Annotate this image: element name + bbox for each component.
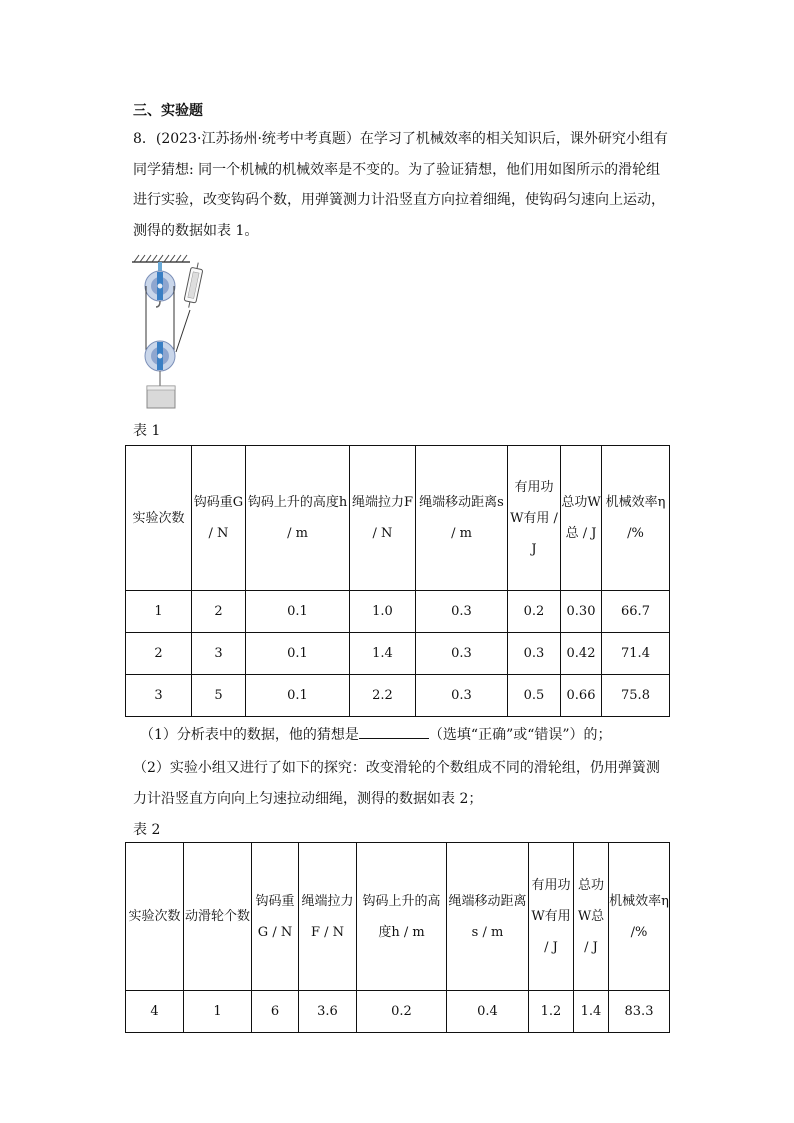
table1-cell: 0.30 (561, 591, 602, 633)
table2-cell: 0.4 (447, 991, 529, 1033)
sub-question-1 (140, 724, 612, 744)
table1-cell: 0.2 (508, 591, 561, 633)
table1 (125, 445, 670, 717)
table1-header: 总功W总 / J (561, 446, 602, 591)
table2-header: 动滑轮个数 (184, 843, 252, 991)
question-text (133, 124, 678, 246)
table1-caption: 表 1 (133, 423, 161, 439)
table1-cell: 1 (126, 591, 192, 633)
table1-header: 钩码上升的高度h / m (246, 446, 350, 591)
table2-header: 机械效率η /% (609, 843, 670, 991)
table1-cell: 0.3 (416, 633, 508, 675)
table1-cell: 66.7 (602, 591, 670, 633)
table1-header: 实验次数 (126, 446, 192, 591)
table2-header: 钩码上升的高度h / m (357, 843, 447, 991)
question-line: 测得的数据如表 1。 (133, 222, 259, 239)
table2 (125, 842, 670, 1033)
table2-caption: 表 2 (133, 822, 161, 838)
table1-header: 绳端移动距离s / m (416, 446, 508, 591)
sub-question-1-suffix: （选填“正确”或“错误”）的； (428, 727, 612, 743)
table1-cell: 0.3 (416, 675, 508, 717)
table2-header: 绳端拉力F / N (299, 843, 357, 991)
table2-cell: 1.2 (529, 991, 574, 1033)
table1-header: 钩码重G / N (192, 446, 246, 591)
table2-cell: 1 (184, 991, 252, 1033)
table2-cell: 3.6 (299, 991, 357, 1033)
section-title: 三、实验题 (133, 103, 203, 119)
table1-cell: 0.66 (561, 675, 602, 717)
table1-cell: 3 (126, 675, 192, 717)
table1-cell: 0.1 (246, 591, 350, 633)
table1-cell: 75.8 (602, 675, 670, 717)
table1-cell: 2 (192, 591, 246, 633)
table2-header: 实验次数 (126, 843, 184, 991)
question-line: 进行实验，改变钩码个数，用弹簧测力计沿竖直方向拉着细绳，使钩码匀速向上运动， (133, 192, 665, 208)
table1-cell: 3 (192, 633, 246, 675)
table1-cell: 5 (192, 675, 246, 717)
table2-header: 总功W总 / J (574, 843, 609, 991)
sub-question-2 (133, 753, 678, 814)
table1-cell: 1.0 (350, 591, 416, 633)
table1-cell: 0.5 (508, 675, 561, 717)
table1-header: 机械效率η /% (602, 446, 670, 591)
table2-cell: 0.2 (357, 991, 447, 1033)
table1-cell: 1.4 (350, 633, 416, 675)
table1-cell: 0.42 (561, 633, 602, 675)
table1-cell: 2 (126, 633, 192, 675)
sub-question-1-prefix: （1）分析表中的数据，他的猜想是 (140, 727, 359, 743)
table2-cell: 1.4 (574, 991, 609, 1033)
table1-cell: 71.4 (602, 633, 670, 675)
answer-blank[interactable] (359, 726, 429, 739)
table1-cell: 0.1 (246, 675, 350, 717)
sub-question-2-line: 力计沿竖直方向向上匀速拉动细绳，测得的数据如表 2； (133, 790, 483, 807)
table2-cell: 6 (252, 991, 299, 1033)
table2-cell: 4 (126, 991, 184, 1033)
table2-header: 绳端移动距离s / m (447, 843, 529, 991)
table2-cell: 83.3 (609, 991, 670, 1033)
table1-cell: 0.3 (508, 633, 561, 675)
table1-header: 有用功W有用 / J (508, 446, 561, 591)
table1-cell: 0.3 (416, 591, 508, 633)
table1-cell: 0.1 (246, 633, 350, 675)
question-line: 同学猜想: 同一个机械的机械效率是不变的。为了验证猜想，他们用如图所示的滑轮组 (133, 161, 661, 178)
table1-header: 绳端拉力F / N (350, 446, 416, 591)
table2-header: 有用功W有用 / J (529, 843, 574, 991)
pulley-system-figure (130, 252, 212, 412)
sub-question-2-line: （2）实验小组又进行了如下的探究：改变滑轮的个数组成不同的滑轮组，仍用弹簧测 (133, 760, 660, 776)
table2-header: 钩码重G / N (252, 843, 299, 991)
table1-cell: 2.2 (350, 675, 416, 717)
question-line: 8．(2023·江苏扬州·统考中考真题）在学习了机械效率的相关知识后，课外研究小组有 (133, 131, 668, 147)
